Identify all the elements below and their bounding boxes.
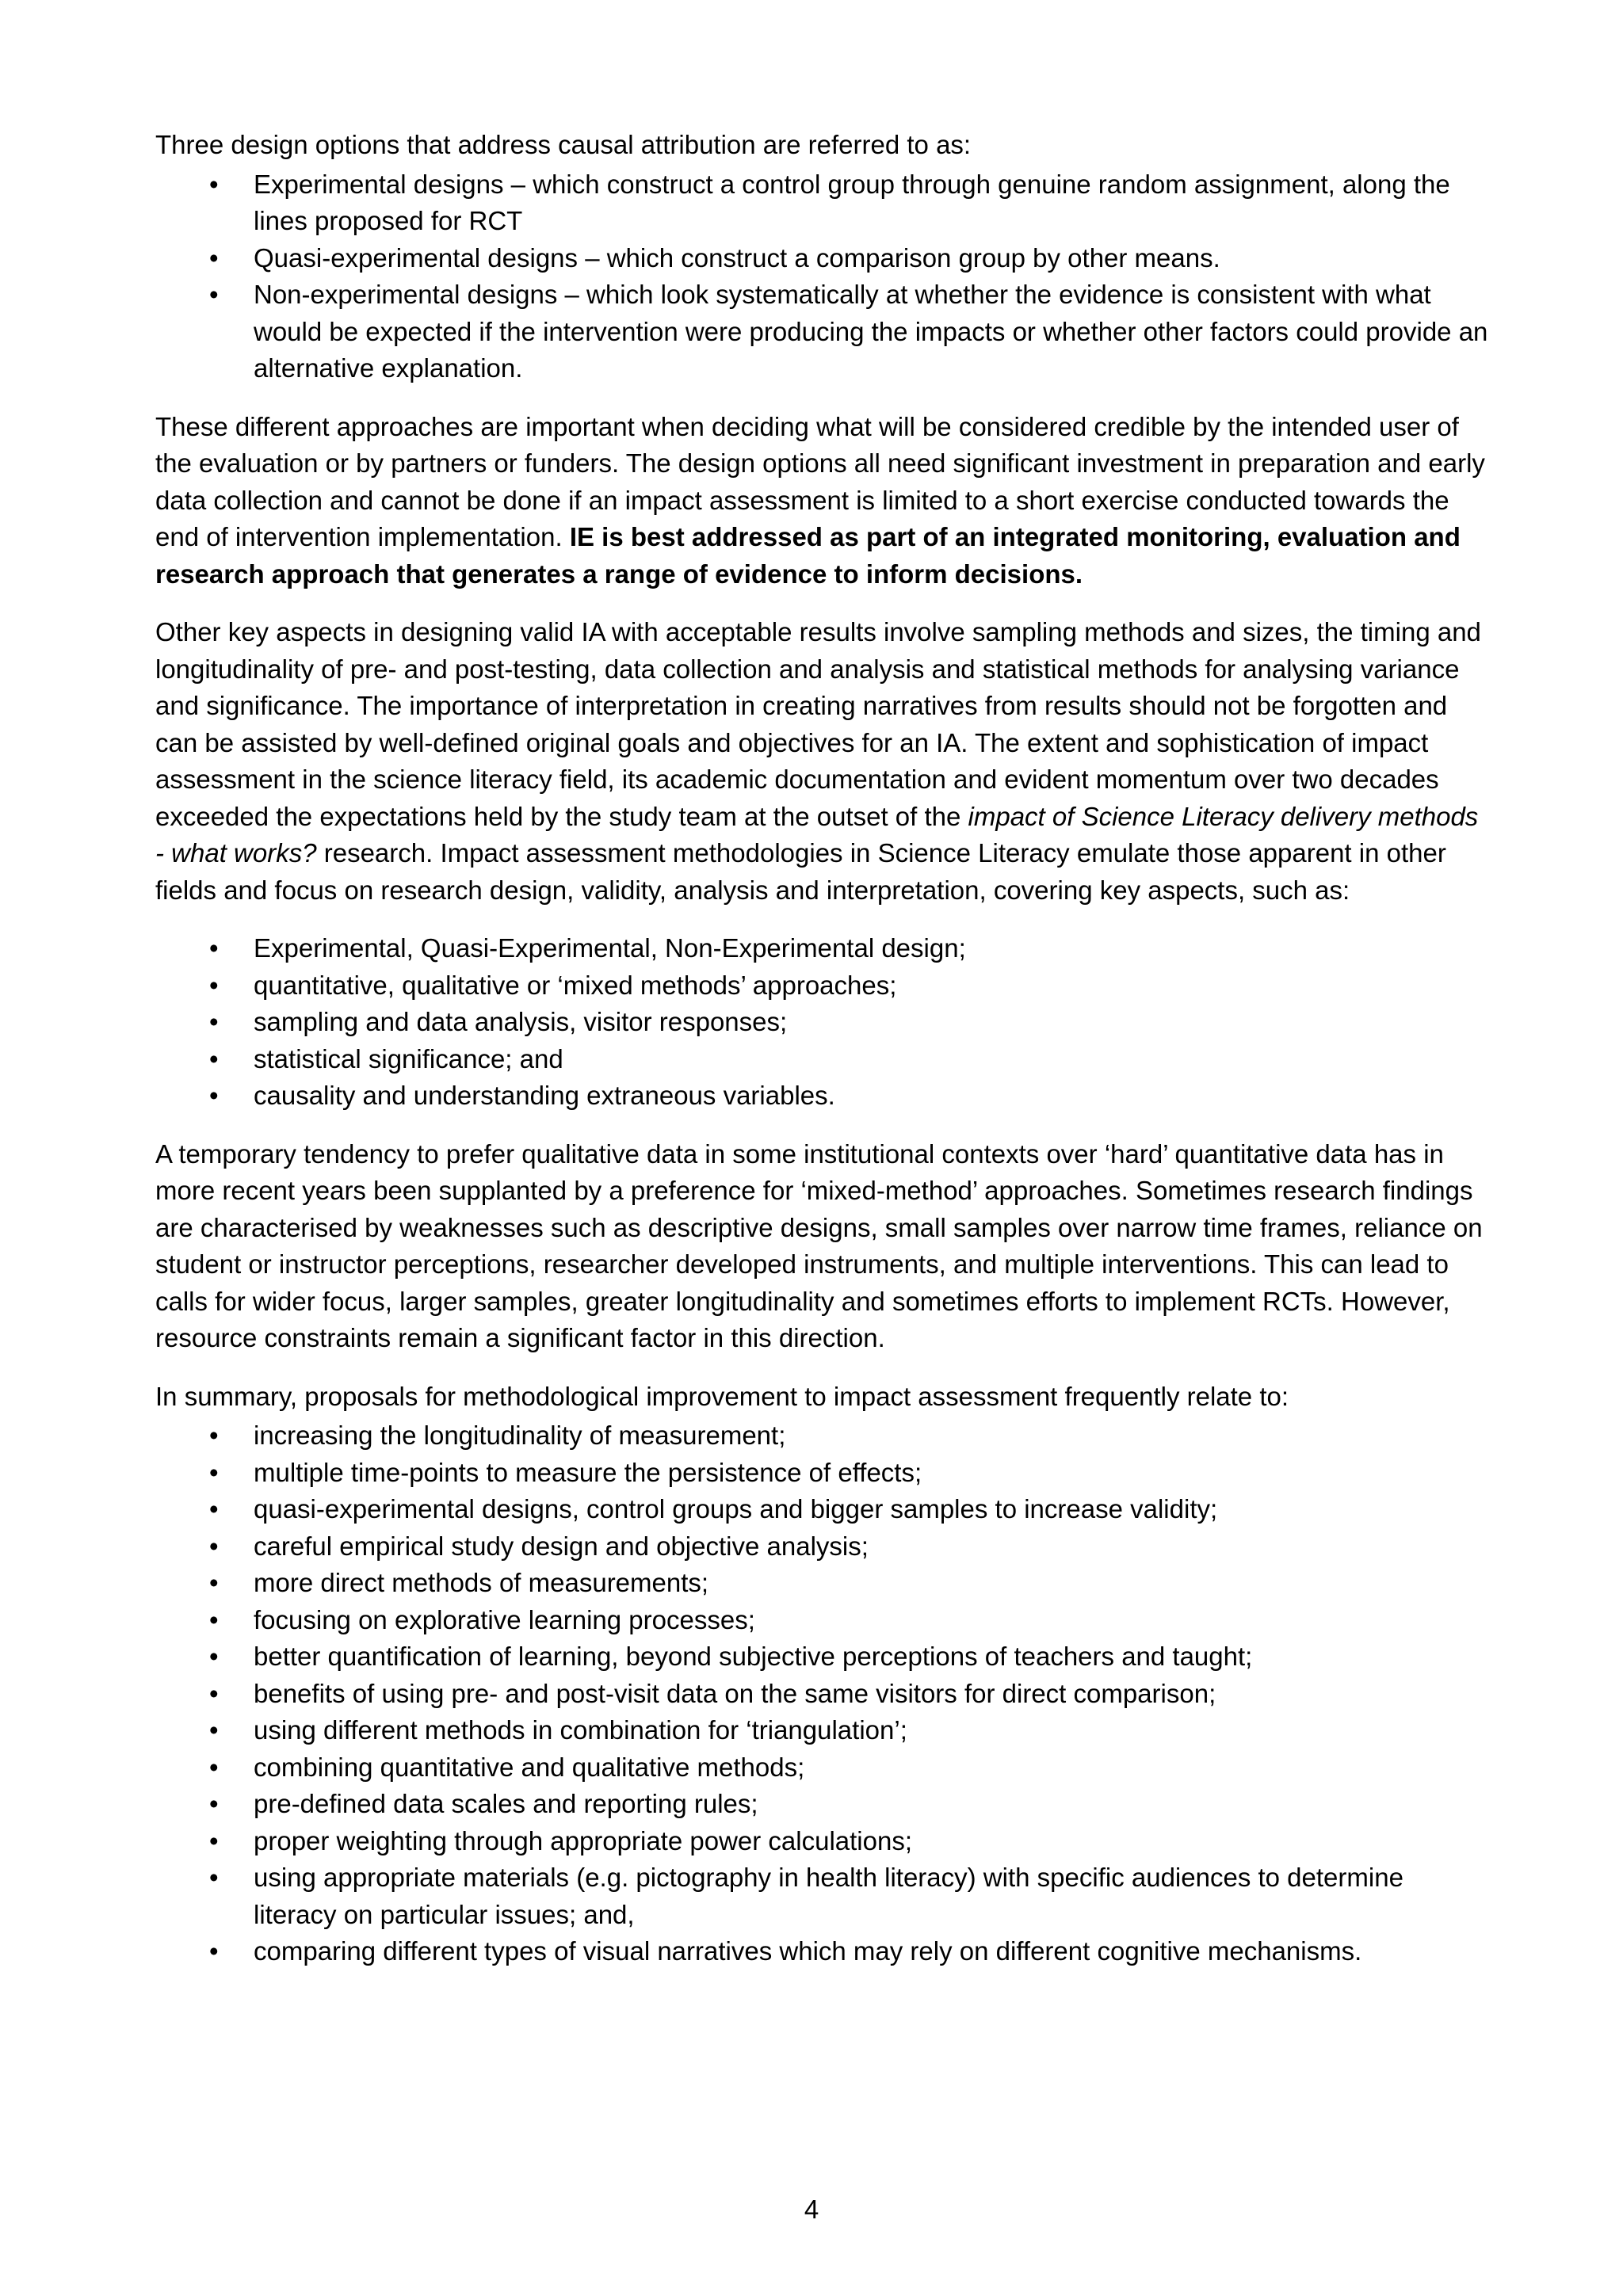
list-item-text: Non-experimental designs – which look systematically at whether the evidence is consistent with what would be expected if the intervention were producing the impacts or whether other factors could provide an alternative explanation.	[254, 280, 1488, 383]
bullet-icon: •	[209, 1863, 219, 1892]
page-number: 4	[804, 2195, 819, 2224]
list-item	[155, 1528, 1490, 1566]
list-item	[155, 1749, 1490, 1787]
list-item-text: quantitative, qualitative or ‘mixed methods’ approaches;	[254, 970, 897, 1000]
bullet-icon: •	[209, 1568, 219, 1597]
bullet-icon: •	[209, 1604, 219, 1634]
list-item	[155, 1491, 1490, 1528]
bullet-icon: •	[209, 1531, 219, 1561]
list-item	[155, 1933, 1490, 1970]
bullet-icon: •	[209, 1421, 219, 1450]
bullet-icon: •	[209, 1936, 219, 1966]
proposals-list	[155, 1417, 1490, 1970]
list-item-text: quasi-experimental designs, control groups and bigger samples to increase validity;	[254, 1494, 1218, 1524]
list-item-text: proper weighting through appropriate power calculations;	[254, 1825, 913, 1855]
list-item-text: sampling and data analysis, visitor responses;	[254, 1007, 788, 1036]
list-item	[155, 1041, 1490, 1078]
summary-paragraph: In summary, proposals for methodological improvement to impact assessment frequently relate to:	[155, 1381, 1289, 1411]
list-item-text: increasing the longitudinality of measurement;	[254, 1421, 786, 1450]
list-item-text: statistical significance; and	[254, 1043, 563, 1074]
list-item	[155, 1455, 1490, 1492]
research-title-italic: impact of Science Literacy delivery methods - what works?	[155, 801, 1479, 868]
list-item	[155, 1859, 1490, 1933]
bullet-icon: •	[209, 242, 219, 273]
list-item	[155, 1712, 1490, 1749]
list-item-text: Quasi-experimental designs – which construct a comparison group by other means.	[254, 242, 1220, 273]
list-item-text: using different methods in combination for ‘triangulation’;	[254, 1715, 907, 1745]
list-item-text: multiple time-points to measure the persistence of effects;	[254, 1457, 922, 1487]
list-item-text: comparing different types of visual narratives which may rely on different cognitive mechanisms.	[254, 1936, 1362, 1966]
key-aspects-text-end: research. Impact assessment methodologies in Science Literacy emulate those apparent in other fields and focus on research design, validity, analysis and interpretation, covering key aspects, such as:	[155, 838, 1446, 905]
list-item-text: more direct methods of measurements;	[254, 1568, 709, 1597]
list-item	[155, 240, 1490, 277]
bullet-icon: •	[209, 1789, 219, 1818]
bullet-icon: •	[209, 1825, 219, 1855]
qualitative-paragraph: A temporary tendency to prefer qualitative data in some institutional contexts over ‘hard’ quantitative data has in more recent years been supplanted by a preference for ‘mixed-method’ approaches. Sometimes research findings are characterised by weaknesses such as descriptive designs, small samples over narrow time frames, reliance on student or instructor perceptions, researcher developed instruments, and multiple interventions. This can lead to calls for wider focus, larger samples, greater longitudinality and sometimes efforts to implement RCTs. However, resource constraints remain a significant factor in this direction.	[155, 1138, 1483, 1352]
bullet-icon: •	[209, 1678, 219, 1708]
approaches-paragraph	[155, 409, 1490, 593]
list-item	[155, 967, 1490, 1005]
intro-paragraph: Three design options that address causal attribution are referred to as:	[155, 130, 972, 159]
list-item-text: combining quantitative and qualitative methods;	[254, 1752, 805, 1782]
key-aspects-list	[155, 930, 1490, 1115]
list-item	[155, 1417, 1490, 1455]
bullet-icon: •	[209, 169, 219, 199]
bullet-icon: •	[209, 1081, 219, 1110]
list-item	[155, 1823, 1490, 1860]
document-body	[155, 127, 1490, 1992]
list-item	[155, 1602, 1490, 1639]
list-item-text: using appropriate materials (e.g. pictography in health literacy) with specific audiences to determine literacy on particular issues; and,	[254, 1863, 1403, 1929]
list-item-text: causality and understanding extraneous variables.	[254, 1081, 835, 1110]
list-item	[155, 1565, 1490, 1602]
list-item-text: pre-defined data scales and reporting rules;	[254, 1789, 758, 1818]
list-item	[155, 930, 1490, 967]
list-item-text: careful empirical study design and objective analysis;	[254, 1531, 869, 1561]
list-item	[155, 277, 1490, 387]
bullet-icon: •	[209, 1642, 219, 1671]
list-item	[155, 1077, 1490, 1115]
list-item-text: focusing on explorative learning processes;	[254, 1604, 755, 1634]
bullet-icon: •	[209, 933, 219, 963]
list-item	[155, 1786, 1490, 1823]
list-item-text: Experimental, Quasi-Experimental, Non-Experimental design;	[254, 933, 966, 963]
key-aspects-text-start: Other key aspects in designing valid IA with acceptable results involve sampling methods and sizes, the timing and longitudinality of pre- and post-testing, data collection and analysis and statistical methods for analysing variance and significance. The importance of interpretation in creating narratives from results should not be forgotten and can be assisted by well-defined original goals and objectives for an IA. The extent and sophistication of impact assessment in the science literacy field, its academic documentation and evident momentum over two decades exceeded the expectations held by the study team at the outset of the	[155, 617, 1481, 831]
approaches-emphasis: IE is best addressed as part of an integrated monitoring, evaluation and research approach that generates a range of evidence to inform decisions.	[155, 522, 1461, 589]
list-item	[155, 166, 1490, 240]
bullet-icon: •	[209, 1752, 219, 1782]
bullet-icon: •	[209, 280, 219, 309]
list-item-text: better quantification of learning, beyond subjective perceptions of teachers and taught;	[254, 1642, 1253, 1671]
key-aspects-paragraph	[155, 614, 1490, 909]
bullet-icon: •	[209, 1457, 219, 1487]
design-options-list	[155, 166, 1490, 387]
bullet-icon: •	[209, 970, 219, 1000]
bullet-icon: •	[209, 1494, 219, 1524]
bullet-icon: •	[209, 1715, 219, 1745]
list-item	[155, 1638, 1490, 1676]
list-item	[155, 1004, 1490, 1041]
list-item	[155, 1676, 1490, 1713]
approaches-text: These different approaches are important when deciding what will be considered credible by the intended user of the evaluation or by partners or funders. The design options all need significant investment in preparation and early data collection and cannot be done if an impact assessment is limited to a short exercise conducted towards the end of intervention implementation.	[155, 411, 1485, 551]
bullet-icon: •	[209, 1043, 219, 1074]
bullet-icon: •	[209, 1007, 219, 1036]
list-item-text: Experimental designs – which construct a control group through genuine random assignment, along the lines proposed for RCT	[254, 169, 1450, 235]
list-item-text: benefits of using pre- and post-visit data on the same visitors for direct comparison;	[254, 1678, 1216, 1708]
